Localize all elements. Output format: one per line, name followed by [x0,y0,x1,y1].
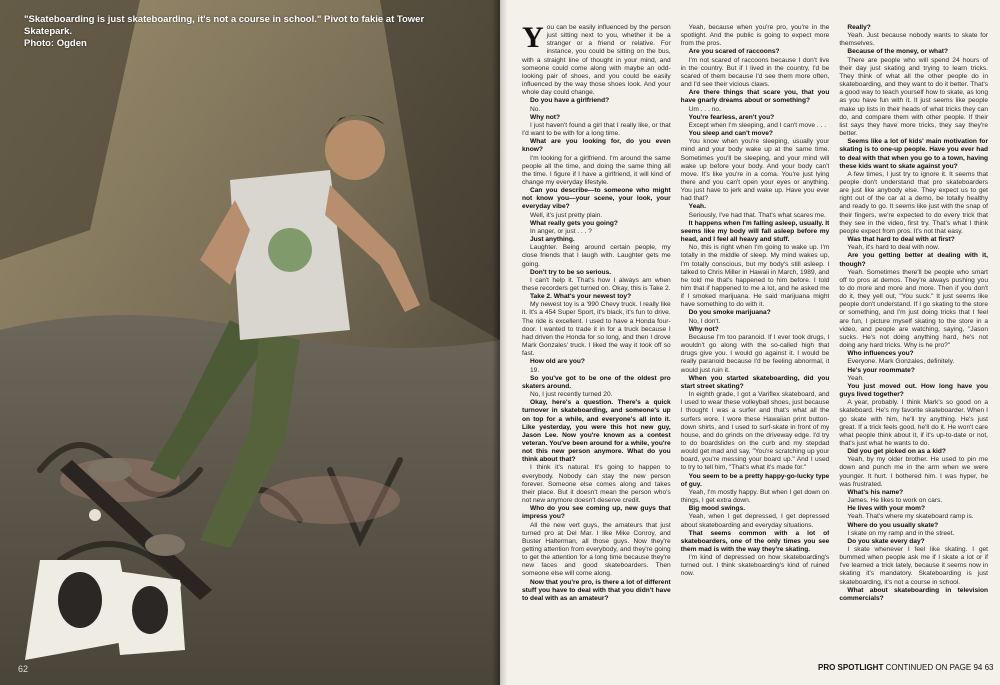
interview-answer: I can't help it. That's how I always am when these recorders get turned on. Okay, this is Take 2. [522,276,671,292]
interview-answer: Yeah, by my older brother. He used to pin me down and punch me in the arm when we were younger. It hurt. I bothered him. I was hyper, he was frustrated. [839,456,989,488]
interview-question: Who do you see coming up, new guys that impress you? [522,505,671,521]
interview-answer: No. [530,105,541,113]
interview-answer: No, I don't. [688,317,721,325]
left-page-number: 62 [18,664,29,674]
interview-answer: Yeah, when I get depressed, I get depressed about skateboarding and everyday situations. [680,513,830,529]
interview-answer: Yeah, because when you're pro, you're in the spotlight. And the public is going to expect more from the pros. [680,24,830,48]
lead-text: ou can be easily influenced by the person just sitting next to you, whether it be a stranger or a friend or relative. For instance, you could be sitting on the bus, with a straight line of thought in your mind, and someone could come along with maybe an odd-looking pair of shoes, and you could be easily influenced by the way those shoes look. And your whole day could change. [522,24,671,97]
interview-question: He lives with your mom? [847,505,926,513]
interview-question: Don't try to be so serious. [530,268,612,276]
interview-question: Just anything. [530,236,575,244]
interview-answer: Yeah. [847,374,864,382]
interview-question: Do you have a girlfriend? [530,97,610,105]
interview-question: Do you skate every day? [847,537,925,545]
photo-caption [24,14,464,50]
interview-question: What really gets you going? [530,219,618,227]
interview-question: That seems common with a lot of skateboarders, one of the only times you see them mad is with the way they're skating. [680,529,830,553]
interview-answer: Um . . . no. [688,105,721,113]
interview-question: Can you describe—to someone who might not know you—your scene, your look, your everyday vibe? [522,187,671,211]
interview-question: He's your roommate? [847,366,915,374]
interview-answer: I'm kind of depressed on how skateboarding's turned out. I think skateboarding's kind of ruined now. [680,554,830,578]
interview-question: Now that you're pro, is there a lot of different stuff you have to deal with that you didn't have to deal with as an amateur? [522,578,671,602]
interview-question: Take 2. What's your newest toy? [530,293,632,301]
interview-question: It happens when I'm falling asleep, usually. It seems like my body will fall asleep before my head, and I feel all heavy and stuff. [680,219,830,244]
interview-question: Are you getting better at dealing with it, though? [839,252,989,268]
interview-answer: Yeah. Just because nobody wants to skate for themselves. [839,32,989,48]
interview-question: What are you looking for, do you even know? [522,138,671,154]
interview-question: Big mood swings. [688,505,746,513]
interview-answer: No, I just recently turned 20. [530,391,613,399]
article-column-1 [522,24,671,654]
interview-answer: A year, probably. I think Mark's so good on a skateboard. He's my favorite skateboarder. When I go skate with him, he'll try anything. He's just great. If a trick feels good, he'll do it. He won't care what people think about it, if it's up-to-date or not, that's just what he wants to do. [839,399,989,447]
interview-question: When you started skateboarding, did you start street skating? [680,374,830,390]
interview-question: So you've got to be one of the oldest pro skaters around. [522,374,671,390]
interview-question: Okay, here's a question. There's a quick turnover in skateboarding, and someone's up on top for a while, and everyone's all into it. Like yesterday, you were this hot new guy, Jason Lee. Now you're known as a contest veteran. You've been around for a while, you're not this new person anymore. What do you think about that? [522,399,671,464]
article-column-3 [839,24,988,654]
interview-question: How old are you? [530,358,585,366]
interview-answer: Well, it's just pretty plain. [530,211,603,219]
article-column-2 [681,24,830,654]
interview-answer: Laughter. Being around certain people, my close friends that I laugh with. Laughter gets me going. [522,244,671,268]
interview-question: Was that hard to deal with at first? [847,236,955,244]
interview-question: Who influences you? [847,350,914,358]
footer-continued: CONTINUED ON PAGE 94 [885,663,983,672]
interview-answer: My newest toy is a '990 Chevy truck. I really like it. It's a 454 Super Sport, it's black, it's fun to drive. The ride is excellent. I used to have a Honda four-door. I wanted to trade it in for a truck because I had driven the Honda for so long, and then I drove Mark Gonzales' truck. I liked the way it took off so fast. [522,301,671,358]
interview-question: What about skateboarding in television commercials? [839,586,989,602]
interview-question: Do you smoke marijuana? [688,309,771,317]
interview-answer: I just haven't found a girl that I really like, or that I'd want to be with for a long time. [522,121,671,138]
interview-question: Why not? [688,325,719,333]
interview-answer: 19. [530,366,540,374]
interview-answer: All the new vert guys, the amateurs that just turned pro at Del Mar. I like Mike Conroy, and Buster Halterman, all those guys. Now they're getting attention from everybody, and they're going to get the attention for a long time because they're new faces and good skateboarders. Then someone else will come along. [522,521,671,578]
interview-answer: There are people who will spend 24 hours of their day just skating and trying to learn tricks. They think of what all the other people do in skateboarding, and they want to do it better. That's a good way to teach yourself how to skate, as long as you have fun with it. It just seems like people make up lists in their heads of what tricks they can do, and compare them with other people. If their list says they have more tricks, they say they're better. [839,56,989,138]
interview-question: You just moved out. How long have you guys lived together? [839,382,989,399]
interview-question: What's his name? [847,488,904,496]
interview-question: Because of the money, or what? [847,48,948,56]
interview-question: Really? [847,24,871,31]
interview-answer: I'm looking for a girlfriend. I'm around the same people all the time, and doing the same thing all the time. I figure if I have a girlfriend, it will kind of change my everyday lifestyle. [522,154,671,186]
interview-answer: No, this is right when I'm going to wake up. I'm totally in the middle of sleep. My mind wakes up, I'm totally conscious, but my body's still asleep. I talked to Chris Miller in Hawaii in March, 1989, and he told me that's happened to him before. I told him that if happened to me a lot, and he asked me if I smoked marijuana. He said marijuana might have something to do with it. [680,244,830,309]
interview-answer: Because I'm too paranoid. If I ever took drugs, I wouldn't go along with the so-called high that drugs give you. I would go against it. I would be really paranoid because I'd be feeling abnormal, it would just ruin it. [680,333,830,374]
interview-answer: Except when I'm sleeping, and I can't move . . . [688,121,827,129]
photo-credit: Photo: Ogden [24,37,87,49]
interview-question: You sleep and can't move? [688,130,773,138]
interview-answer: Yeah. Sometimes there'll be people who smart off to pros at demos. They're always pushing you to do more and more and more. Then if you don't do it, they yell out, "You suck." It just seems like people don't understand. If I go skating to the store or something, and I'm just doing tricks that I feel are fun, I picture myself skating to the store in a video, and people are watching, saying, "Jason sucks. He's not doing anything hard, he's not doing any hard tricks. Why is he pro?" [839,268,989,350]
interview-answer: Everyone. Mark Gonzales, definitely. [847,358,955,366]
interview-answer: In eighth grade, I got a Variflex skateboard, and I used to wear these volleyball shoes, just because I thought I was a surfer and that's what all the surfers wore. I wore these Hawaiian print button-down shirts, and I used to surf-skate in front of my house, and do grinds on the driveway edge. I'd try to do boardslides on the curb and my stepdad would get mad and say, "You're scratching up your board, you're messing your board up." And I used to try to tell him, "That's what it's made for." [680,391,830,472]
interview-answer: I think it's natural. It's going to happen to everybody. Nobody can stay the new person forever. Someone else comes along and takes their place. But it doesn't mean the person who's not new anymore doesn't deserve credit. [522,464,671,505]
interview-answer: James. He likes to work on cars. [847,497,943,505]
interview-answer: Yeah. That's where my skateboard ramp is. [847,513,974,521]
interview-question: Seems like a lot of kids' main motivation for skating is to one-up people. Have you ever had to deal with that when you go to a town, having these kids want to skate against you? [839,138,989,170]
interview-question: Are you scared of raccoons? [688,48,780,56]
page-footer [818,663,993,672]
drop-cap: Y [522,24,544,54]
interview-answer: In anger, or just . . . ? [530,227,592,235]
right-page-article [500,0,1000,685]
interview-answer: Yeah, it's hard to deal with now. [847,244,940,252]
interview-question: Yeah. [688,203,706,211]
interview-question: Why not? [530,113,561,121]
right-page-number: 63 [984,663,994,672]
interview-answer: Seriously, I've had that. That's what scares me. [688,211,826,219]
interview-question: Are there things that scare you, that you have gnarly dreams about or something? [680,89,830,105]
interview-question: Did you get picked on as a kid? [847,448,946,456]
footer-section-tag: PRO SPOTLIGHT [818,663,884,672]
interview-answer: You know when you're sleeping, usually your mind and your body wake up at the same time. Sometimes you'll be sleeping, and your mind will wake up before your body. And your body can't move. It's like you're in a coma. You're just lying there and you can't open your eyes or anything. You just have to jerk and wake up. Have you ever had that? [680,138,830,203]
interview-answer: I skate whenever I feel like skating. I get bummed when people ask me if I skate a lot or if I've learned a trick lately, because it seems now in skating it's mandatory. Skateboarding is just skateboarding, it's not a course in school. [839,546,989,586]
interview-answer: I skate on my ramp and in the street. [847,529,955,537]
interview-answer: Yeah, I'm mostly happy. But when I get down on things, I get extra down. [680,488,830,505]
interview-question: Where do you usually skate? [847,521,939,529]
interview-question: You seem to be a pretty happy-go-lucky type of guy. [680,472,830,488]
interview-question: You're fearless, aren't you? [688,113,775,121]
interview-answer: I'm not scared of raccoons because I don't live in the country. But if I lived in the country, I'd be scared of them because I'd see them more often, and I'd see their vicious claws. [680,56,830,89]
interview-answer: A few times, I just try to ignore it. It seems that people don't understand that pro skateboarders are just like anybody else. They expect us to get right out of the car at a demo, be totally healthy and ready to go. It seems like just with the snap of their fingers, we're expected to do every trick that they see in the video, first try. That's what I think people expect from pros. It's not that easy. [839,170,989,235]
caption-quote: "Skateboarding is just skateboarding, it's not a course in school." Pivot to fakie at Tower Skatepark. [24,14,425,37]
article-columns [522,24,988,654]
article-lead-paragraph [522,24,671,97]
